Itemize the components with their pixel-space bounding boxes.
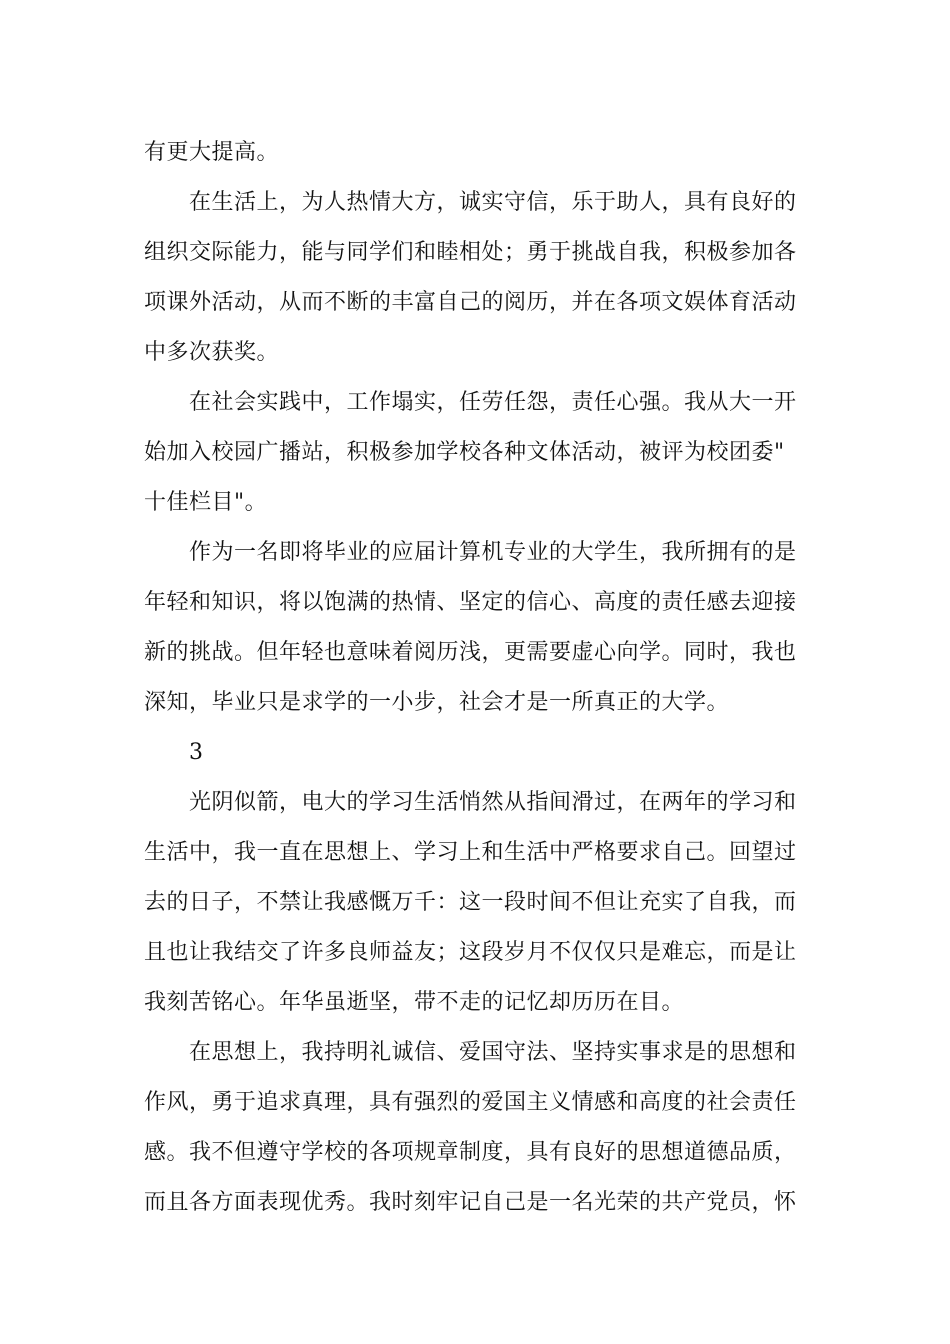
text-line: 光阴似箭，电大的学习生活悄然从指间滑过，在两年的学习和 [144,790,797,815]
text-line: 在社会实践中，工作塌实，任劳任怨，责任心强。我从大一开 [144,390,797,415]
text-line: 在思想上，我持明礼诚信、爱国守法、坚持实事求是的思想和 [144,1040,797,1065]
text-line: 组织交际能力，能与同学们和睦相处；勇于挑战自我，积极参加各 [144,240,797,265]
text-line: 年轻和知识，将以饱满的热情、坚定的信心、高度的责任感去迎接 [144,590,797,615]
text-line: 作为一名即将毕业的应届计算机专业的大学生，我所拥有的是 [144,540,797,565]
text-line: 中多次获奖。 [144,340,280,365]
text-line: 作风，勇于追求真理，具有强烈的爱国主义情感和高度的社会责任 [144,1090,797,1115]
text-line: 有更大提高。 [144,140,280,165]
text-line: 而且各方面表现优秀。我时刻牢记自己是一名光荣的共产党员，怀 [144,1190,797,1215]
text-line: 深知，毕业只是求学的一小步，社会才是一所真正的大学。 [144,690,730,715]
document-body [144,128,808,1228]
text-line: 新的挑战。但年轻也意味着阅历浅，更需要虚心向学。同时，我也 [144,640,797,665]
text-line: 生活中，我一直在思想上、学习上和生活中严格要求自己。回望过 [144,840,797,865]
text-line: 且也让我结交了许多良师益友；这段岁月不仅仅只是难忘，而是让 [144,940,797,965]
text-line: 去的日子，不禁让我感慨万千：这一段时间不但让充实了自我，而 [144,890,797,915]
text-line: 十佳栏目"。 [144,490,268,515]
text-line: 项课外活动，从而不断的丰富自己的阅历，并在各项文娱体育活动 [144,290,797,315]
text-line: 感。我不但遵守学校的各项规章制度，具有良好的思想道德品质， [144,1140,797,1165]
text-line: 始加入校园广播站，积极参加学校各种文体活动，被评为校团委" [144,440,785,465]
text-line: 我刻苦铭心。年华虽逝坚，带不走的记忆却历历在目。 [144,990,685,1015]
section-number: 3 [144,740,204,765]
text-line: 在生活上，为人热情大方，诚实守信，乐于助人，具有良好的 [144,190,797,215]
